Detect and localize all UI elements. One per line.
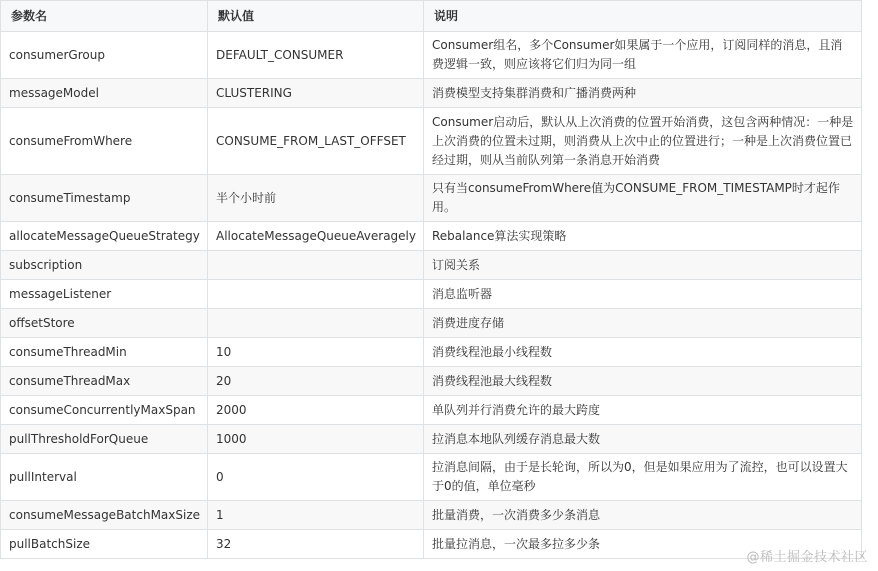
table-row (1, 501, 862, 530)
default-value-cell: 10 (208, 338, 424, 367)
description-cell: 拉消息本地队列缓存消息最大数 (424, 425, 862, 454)
table-row (1, 79, 862, 108)
param-name-cell: messageModel (1, 79, 208, 108)
description-cell: 消费线程池最小线程数 (424, 338, 862, 367)
table-row (1, 454, 862, 501)
param-name-cell: pullThresholdForQueue (1, 425, 208, 454)
table-row (1, 338, 862, 367)
default-value-cell (208, 309, 424, 338)
param-name-cell: consumeThreadMax (1, 367, 208, 396)
default-value-cell: CLUSTERING (208, 79, 424, 108)
table-row (1, 367, 862, 396)
default-value-cell: DEFAULT_CONSUMER (208, 32, 424, 79)
description-cell: Consumer启动后，默认从上次消费的位置开始消费，这包含两种情况：一种是上次消费的位置未过期，则消费从上次中止的位置进行；一种是上次消费位置已经过期，则从当前队列第一条消息开始消费 (424, 108, 862, 175)
table-row (1, 280, 862, 309)
header-description: 说明 (424, 1, 862, 32)
param-name-cell: consumeThreadMin (1, 338, 208, 367)
param-name-cell: offsetStore (1, 309, 208, 338)
default-value-cell: 32 (208, 530, 424, 559)
table-body (1, 32, 862, 559)
description-cell: 单队列并行消费允许的最大跨度 (424, 396, 862, 425)
header-default-value: 默认值 (208, 1, 424, 32)
table-row (1, 32, 862, 79)
default-value-cell: 半个小时前 (208, 175, 424, 222)
table-header (1, 1, 862, 32)
table-row (1, 396, 862, 425)
param-name-cell: consumeMessageBatchMaxSize (1, 501, 208, 530)
default-value-cell: 1000 (208, 425, 424, 454)
param-name-cell: subscription (1, 251, 208, 280)
param-name-cell: pullBatchSize (1, 530, 208, 559)
description-cell: 拉消息间隔，由于是长轮询，所以为0，但是如果应用为了流控，也可以设置大于0的值，单位毫秒 (424, 454, 862, 501)
table-row (1, 309, 862, 338)
description-cell: 订阅关系 (424, 251, 862, 280)
table-row (1, 175, 862, 222)
description-cell: Consumer组名，多个Consumer如果属于一个应用，订阅同样的消息，且消费逻辑一致，则应该将它们归为同一组 (424, 32, 862, 79)
description-cell: 消息监听器 (424, 280, 862, 309)
param-name-cell: consumeFromWhere (1, 108, 208, 175)
table-row (1, 425, 862, 454)
default-value-cell: 2000 (208, 396, 424, 425)
description-cell: 批量拉消息，一次最多拉多少条 (424, 530, 862, 559)
default-value-cell: 1 (208, 501, 424, 530)
param-name-cell: pullInterval (1, 454, 208, 501)
description-cell: Rebalance算法实现策略 (424, 222, 862, 251)
description-cell: 消费线程池最大线程数 (424, 367, 862, 396)
table-row (1, 251, 862, 280)
description-cell: 消费模型支持集群消费和广播消费两种 (424, 79, 862, 108)
header-row (1, 1, 862, 32)
description-cell: 消费进度存储 (424, 309, 862, 338)
watermark-text: @稀土掘金技术社区 (746, 550, 868, 565)
default-value-cell (208, 251, 424, 280)
default-value-cell: CONSUME_FROM_LAST_OFFSET (208, 108, 424, 175)
default-value-cell: 0 (208, 454, 424, 501)
param-name-cell: allocateMessageQueueStrategy (1, 222, 208, 251)
header-param-name: 参数名 (1, 1, 208, 32)
default-value-cell (208, 280, 424, 309)
table-row (1, 108, 862, 175)
param-name-cell: consumeTimestamp (1, 175, 208, 222)
default-value-cell: AllocateMessageQueueAveragely (208, 222, 424, 251)
description-cell: 批量消费，一次消费多少条消息 (424, 501, 862, 530)
default-value-cell: 20 (208, 367, 424, 396)
param-name-cell: messageListener (1, 280, 208, 309)
table-row (1, 530, 862, 559)
description-cell: 只有当consumeFromWhere值为CONSUME_FROM_TIMESTAMP时才起作用。 (424, 175, 862, 222)
table-row (1, 222, 862, 251)
param-name-cell: consumeConcurrentlyMaxSpan (1, 396, 208, 425)
param-name-cell: consumerGroup (1, 32, 208, 79)
